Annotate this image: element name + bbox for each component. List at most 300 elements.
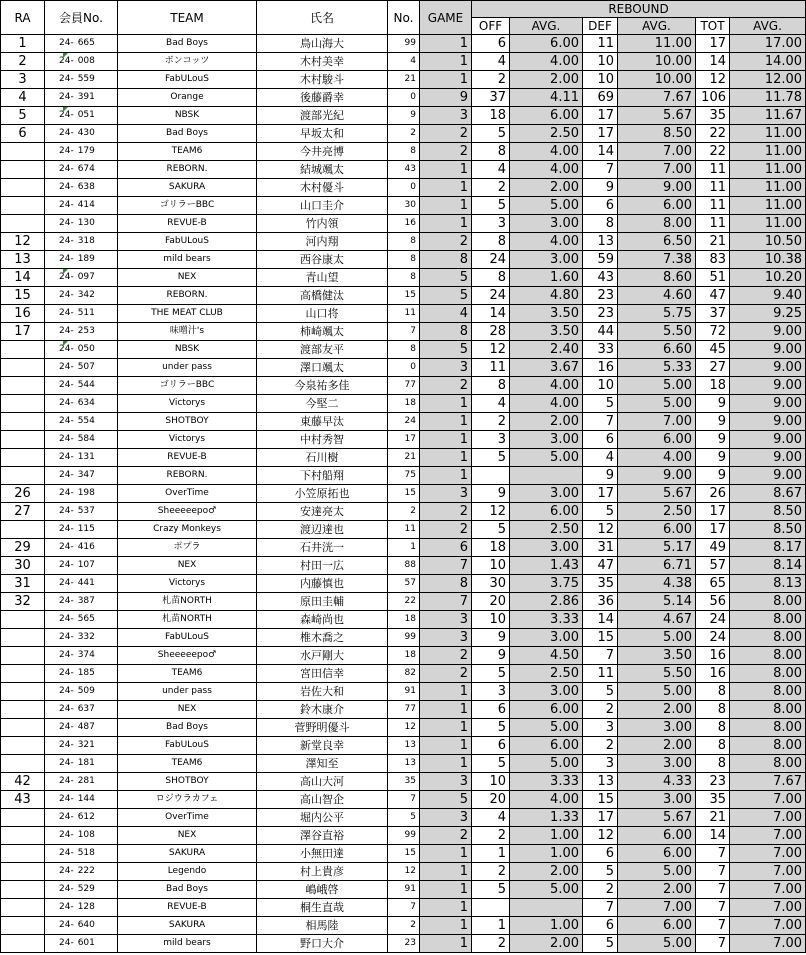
table-row: [1, 341, 806, 359]
team-cell: OverTime: [118, 485, 257, 503]
name-cell: 水戸剛大: [257, 647, 388, 665]
game-cell: 3: [420, 809, 472, 827]
tot-cell: 8: [696, 755, 730, 773]
number-cell: 13: [388, 755, 420, 773]
off-avg-cell: 2.00: [510, 413, 583, 431]
tot-avg-cell: 8.00: [730, 647, 806, 665]
member-prefix: 24-: [59, 434, 74, 444]
def-avg-cell: 7.38: [618, 251, 696, 269]
rank-cell: 17: [1, 323, 45, 341]
def-avg-cell: 7.00: [618, 143, 696, 161]
def-cell: 5: [583, 683, 618, 701]
member-number: 332: [77, 632, 95, 642]
member-no-cell: [45, 215, 118, 233]
game-cell: 1: [420, 845, 472, 863]
name-cell: 今泉祐多佳: [257, 377, 388, 395]
name-cell: 渡部光紀: [257, 107, 388, 125]
off-avg-cell: 6.00: [510, 503, 583, 521]
game-cell: 7: [420, 593, 472, 611]
member-number: 391: [77, 92, 95, 102]
header-member-no: 会員No.: [45, 1, 118, 35]
tot-cell: 12: [696, 71, 730, 89]
member-no-cell: [45, 647, 118, 665]
number-cell: 0: [388, 89, 420, 107]
member-number: 321: [77, 740, 95, 750]
member-prefix: 24-: [59, 596, 74, 606]
member-prefix: 24-: [59, 794, 74, 804]
member-prefix: 24-: [59, 290, 74, 300]
def-cell: 13: [583, 773, 618, 791]
name-cell: 青山望: [257, 269, 388, 287]
off-avg-cell: 2.00: [510, 863, 583, 881]
rank-cell: [1, 359, 45, 377]
game-cell: 1: [420, 161, 472, 179]
game-cell: 1: [420, 467, 472, 485]
member-number: 601: [77, 938, 95, 948]
def-avg-cell: 7.00: [618, 161, 696, 179]
off-avg-cell: [510, 899, 583, 917]
number-cell: 11: [388, 305, 420, 323]
table-row: [1, 665, 806, 683]
tot-cell: 14: [696, 53, 730, 71]
off-avg-cell: 1.00: [510, 827, 583, 845]
off-avg-cell: 5.00: [510, 449, 583, 467]
table-row: [1, 179, 806, 197]
team-cell: FabULouS: [118, 737, 257, 755]
tot-avg-cell: 8.00: [730, 701, 806, 719]
number-cell: 7: [388, 791, 420, 809]
member-no-cell: [45, 467, 118, 485]
def-avg-cell: 6.00: [618, 845, 696, 863]
rank-cell: [1, 611, 45, 629]
member-number: 189: [77, 254, 95, 264]
name-cell: 野口大介: [257, 935, 388, 953]
rank-cell: [1, 881, 45, 899]
member-number: 638: [77, 182, 95, 192]
tot-avg-cell: 8.13: [730, 575, 806, 593]
number-cell: 18: [388, 395, 420, 413]
off-avg-cell: 1.33: [510, 809, 583, 827]
member-no-cell: [45, 575, 118, 593]
member-prefix: 24-: [59, 272, 74, 282]
rank-cell: [1, 755, 45, 773]
def-cell: 7: [583, 161, 618, 179]
game-cell: 8: [420, 251, 472, 269]
game-cell: 2: [420, 233, 472, 251]
def-cell: 35: [583, 575, 618, 593]
member-no-cell: [45, 503, 118, 521]
game-cell: 6: [420, 539, 472, 557]
name-cell: 宮田信幸: [257, 665, 388, 683]
game-cell: 3: [420, 629, 472, 647]
off-cell: 24: [472, 251, 510, 269]
off-avg-cell: 6.00: [510, 737, 583, 755]
game-cell: 1: [420, 701, 472, 719]
off-avg-cell: 4.00: [510, 53, 583, 71]
header-off-avg: AVG.: [510, 18, 583, 35]
off-avg-cell: 4.50: [510, 647, 583, 665]
tot-avg-cell: 11.00: [730, 143, 806, 161]
rank-cell: [1, 143, 45, 161]
off-avg-cell: 6.00: [510, 107, 583, 125]
number-cell: 21: [388, 71, 420, 89]
off-avg-cell: 1.60: [510, 269, 583, 287]
off-cell: 9: [472, 485, 510, 503]
tot-cell: 11: [696, 215, 730, 233]
member-number: 318: [77, 236, 95, 246]
member-number: 130: [77, 218, 95, 228]
member-no-cell: [45, 827, 118, 845]
member-number: 050: [77, 344, 95, 354]
def-avg-cell: 5.67: [618, 107, 696, 125]
tot-cell: 51: [696, 269, 730, 287]
member-prefix: 24-: [59, 578, 74, 588]
rank-cell: [1, 701, 45, 719]
team-cell: under pass: [118, 359, 257, 377]
table-row: [1, 53, 806, 71]
off-cell: 28: [472, 323, 510, 341]
off-avg-cell: 3.33: [510, 611, 583, 629]
tot-avg-cell: 11.00: [730, 197, 806, 215]
game-cell: 2: [420, 377, 472, 395]
tot-cell: 8: [696, 719, 730, 737]
off-cell: 9: [472, 629, 510, 647]
name-cell: 高山智企: [257, 791, 388, 809]
member-prefix: 24-: [59, 812, 74, 822]
tot-cell: 22: [696, 143, 730, 161]
off-cell: 10: [472, 611, 510, 629]
rank-cell: 15: [1, 287, 45, 305]
off-avg-cell: 4.11: [510, 89, 583, 107]
table-row: [1, 521, 806, 539]
def-cell: 31: [583, 539, 618, 557]
off-avg-cell: 4.00: [510, 395, 583, 413]
tot-avg-cell: 9.00: [730, 395, 806, 413]
tot-avg-cell: 8.00: [730, 611, 806, 629]
team-cell: Victorys: [118, 431, 257, 449]
def-avg-cell: 6.00: [618, 521, 696, 539]
member-prefix: 24-: [59, 110, 74, 120]
def-avg-cell: 5.33: [618, 359, 696, 377]
table-row: [1, 881, 806, 899]
member-prefix: 24-: [59, 146, 74, 156]
number-cell: 8: [388, 251, 420, 269]
table-row: [1, 71, 806, 89]
member-prefix: 24-: [59, 56, 74, 66]
team-cell: Victorys: [118, 575, 257, 593]
off-cell: 1: [472, 845, 510, 863]
rank-cell: 13: [1, 251, 45, 269]
tot-avg-cell: 7.00: [730, 881, 806, 899]
member-number: 222: [77, 866, 95, 876]
game-cell: 2: [420, 143, 472, 161]
name-cell: 石井洸一: [257, 539, 388, 557]
off-cell: 5: [472, 197, 510, 215]
tot-cell: 7: [696, 935, 730, 953]
tot-avg-cell: 8.14: [730, 557, 806, 575]
name-cell: 小笠原拓也: [257, 485, 388, 503]
number-cell: 17: [388, 431, 420, 449]
table-row: [1, 215, 806, 233]
number-cell: 43: [388, 161, 420, 179]
header-rebound: REBOUND: [472, 1, 806, 18]
rank-cell: 16: [1, 305, 45, 323]
member-prefix: 24-: [59, 470, 74, 480]
member-no-cell: [45, 557, 118, 575]
table-row: [1, 935, 806, 953]
off-avg-cell: 6.00: [510, 701, 583, 719]
name-cell: 嶋峨啓: [257, 881, 388, 899]
def-avg-cell: 2.00: [618, 881, 696, 899]
tot-cell: 7: [696, 863, 730, 881]
tot-avg-cell: 7.00: [730, 935, 806, 953]
member-prefix: 24-: [59, 902, 74, 912]
off-avg-cell: 2.50: [510, 665, 583, 683]
def-cell: 16: [583, 359, 618, 377]
rank-cell: [1, 215, 45, 233]
def-cell: 33: [583, 341, 618, 359]
def-avg-cell: 7.00: [618, 413, 696, 431]
off-cell: 2: [472, 863, 510, 881]
member-no-cell: [45, 125, 118, 143]
member-prefix: 24-: [59, 362, 74, 372]
def-avg-cell: 7.00: [618, 899, 696, 917]
member-no-cell: [45, 665, 118, 683]
name-cell: 高橋健汰: [257, 287, 388, 305]
member-number: 179: [77, 146, 95, 156]
member-no-cell: [45, 287, 118, 305]
number-cell: 77: [388, 377, 420, 395]
member-number: 674: [77, 164, 95, 174]
name-cell: 安達亮太: [257, 503, 388, 521]
def-avg-cell: 5.00: [618, 935, 696, 953]
header-rank: RA: [1, 1, 45, 35]
off-cell: 8: [472, 233, 510, 251]
rank-cell: [1, 809, 45, 827]
off-avg-cell: 5.00: [510, 755, 583, 773]
member-prefix: 24-: [59, 758, 74, 768]
tot-cell: 9: [696, 413, 730, 431]
off-cell: 4: [472, 809, 510, 827]
team-cell: REBORN.: [118, 161, 257, 179]
member-number: 537: [77, 506, 95, 516]
number-cell: 99: [388, 35, 420, 53]
rank-cell: 43: [1, 791, 45, 809]
def-cell: 10: [583, 53, 618, 71]
number-cell: 15: [388, 485, 420, 503]
tot-cell: 22: [696, 125, 730, 143]
number-cell: 8: [388, 143, 420, 161]
table-row: [1, 197, 806, 215]
number-cell: 22: [388, 593, 420, 611]
member-prefix: 24-: [59, 668, 74, 678]
member-number: 665: [77, 38, 95, 48]
def-avg-cell: 5.67: [618, 485, 696, 503]
off-avg-cell: 2.50: [510, 521, 583, 539]
name-cell: 西谷康太: [257, 251, 388, 269]
header-tot: TOT: [696, 18, 730, 35]
table-row: [1, 809, 806, 827]
member-no-cell: [45, 791, 118, 809]
team-cell: ロジウラカフェ: [118, 791, 257, 809]
member-prefix: 24-: [59, 164, 74, 174]
rank-cell: 3: [1, 71, 45, 89]
tot-cell: 21: [696, 233, 730, 251]
table-row: [1, 701, 806, 719]
off-cell: 10: [472, 557, 510, 575]
table-row: [1, 755, 806, 773]
name-cell: 堀内公平: [257, 809, 388, 827]
number-cell: 0: [388, 179, 420, 197]
number-cell: 8: [388, 341, 420, 359]
tot-cell: 24: [696, 629, 730, 647]
def-cell: 11: [583, 35, 618, 53]
game-cell: 1: [420, 881, 472, 899]
member-prefix: 24-: [59, 398, 74, 408]
team-cell: REBORN.: [118, 287, 257, 305]
table-row: [1, 89, 806, 107]
off-avg-cell: 3.00: [510, 251, 583, 269]
table-row: [1, 629, 806, 647]
tot-cell: 72: [696, 323, 730, 341]
comment-marker-icon: [63, 53, 68, 58]
off-cell: 6: [472, 35, 510, 53]
member-no-cell: [45, 701, 118, 719]
off-avg-cell: 2.40: [510, 341, 583, 359]
team-cell: FabULouS: [118, 71, 257, 89]
tot-cell: 106: [696, 89, 730, 107]
tot-avg-cell: 8.00: [730, 719, 806, 737]
number-cell: 2: [388, 125, 420, 143]
member-prefix: 24-: [59, 452, 74, 462]
member-no-cell: [45, 431, 118, 449]
rank-cell: [1, 449, 45, 467]
number-cell: 4: [388, 53, 420, 71]
tot-avg-cell: 8.00: [730, 593, 806, 611]
tot-cell: 47: [696, 287, 730, 305]
rank-cell: [1, 827, 45, 845]
team-cell: NEX: [118, 557, 257, 575]
off-cell: 4: [472, 53, 510, 71]
team-cell: FabULouS: [118, 233, 257, 251]
off-cell: 8: [472, 143, 510, 161]
header-number: No.: [388, 1, 420, 35]
def-cell: 12: [583, 521, 618, 539]
off-avg-cell: 3.50: [510, 323, 583, 341]
member-no-cell: [45, 53, 118, 71]
team-cell: ゴリラーBBC: [118, 377, 257, 395]
def-avg-cell: 2.50: [618, 503, 696, 521]
off-cell: 3: [472, 683, 510, 701]
off-cell: 12: [472, 503, 510, 521]
tot-cell: 11: [696, 197, 730, 215]
member-prefix: 24-: [59, 542, 74, 552]
tot-cell: 8: [696, 737, 730, 755]
game-cell: 5: [420, 287, 472, 305]
name-cell: 澤口颯太: [257, 359, 388, 377]
game-cell: 2: [420, 827, 472, 845]
name-cell: 菅野明優斗: [257, 719, 388, 737]
def-cell: 14: [583, 143, 618, 161]
name-cell: 高山大河: [257, 773, 388, 791]
game-cell: 5: [420, 341, 472, 359]
number-cell: 75: [388, 467, 420, 485]
def-cell: 17: [583, 485, 618, 503]
off-cell: 24: [472, 287, 510, 305]
member-number: 529: [77, 884, 95, 894]
tot-avg-cell: 11.67: [730, 107, 806, 125]
def-avg-cell: 7.67: [618, 89, 696, 107]
member-no-cell: [45, 269, 118, 287]
off-avg-cell: 1.00: [510, 917, 583, 935]
header-team: TEAM: [118, 1, 257, 35]
table-row: [1, 413, 806, 431]
number-cell: 30: [388, 197, 420, 215]
name-cell: 結城颯太: [257, 161, 388, 179]
off-avg-cell: 3.00: [510, 629, 583, 647]
tot-avg-cell: 7.00: [730, 899, 806, 917]
member-prefix: 24-: [59, 200, 74, 210]
off-cell: 4: [472, 395, 510, 413]
def-avg-cell: 6.00: [618, 917, 696, 935]
name-cell: 澤谷直裕: [257, 827, 388, 845]
header-game: GAME: [420, 1, 472, 35]
table-row: [1, 899, 806, 917]
tot-avg-cell: 9.00: [730, 341, 806, 359]
number-cell: 5: [388, 809, 420, 827]
name-cell: 澤知至: [257, 755, 388, 773]
member-prefix: 24-: [59, 344, 74, 354]
member-prefix: 24-: [59, 38, 74, 48]
number-cell: 24: [388, 413, 420, 431]
table-row: [1, 791, 806, 809]
def-cell: 7: [583, 413, 618, 431]
number-cell: 77: [388, 701, 420, 719]
def-avg-cell: 5.00: [618, 377, 696, 395]
rank-cell: 31: [1, 575, 45, 593]
member-prefix: 24-: [59, 218, 74, 228]
number-cell: 11: [388, 521, 420, 539]
def-avg-cell: 6.71: [618, 557, 696, 575]
tot-avg-cell: 12.00: [730, 71, 806, 89]
header-def-avg: AVG.: [618, 18, 696, 35]
table-row: [1, 593, 806, 611]
name-cell: 木村美幸: [257, 53, 388, 71]
team-cell: NEX: [118, 269, 257, 287]
off-avg-cell: 4.00: [510, 161, 583, 179]
name-cell: 柿崎颯太: [257, 323, 388, 341]
member-number: 107: [77, 560, 95, 570]
team-cell: REVUE-B: [118, 899, 257, 917]
table-row: [1, 467, 806, 485]
off-cell: 2: [472, 935, 510, 953]
member-number: 507: [77, 362, 95, 372]
rank-cell: [1, 899, 45, 917]
number-cell: 9: [388, 107, 420, 125]
tot-avg-cell: 9.25: [730, 305, 806, 323]
off-avg-cell: 4.00: [510, 377, 583, 395]
member-no-cell: [45, 197, 118, 215]
member-no-cell: [45, 881, 118, 899]
def-avg-cell: 5.50: [618, 665, 696, 683]
tot-avg-cell: 9.00: [730, 413, 806, 431]
def-cell: 5: [583, 395, 618, 413]
rank-cell: 29: [1, 539, 45, 557]
rank-cell: [1, 935, 45, 953]
member-number: 634: [77, 398, 95, 408]
name-cell: 竹内領: [257, 215, 388, 233]
member-prefix: 24-: [59, 740, 74, 750]
